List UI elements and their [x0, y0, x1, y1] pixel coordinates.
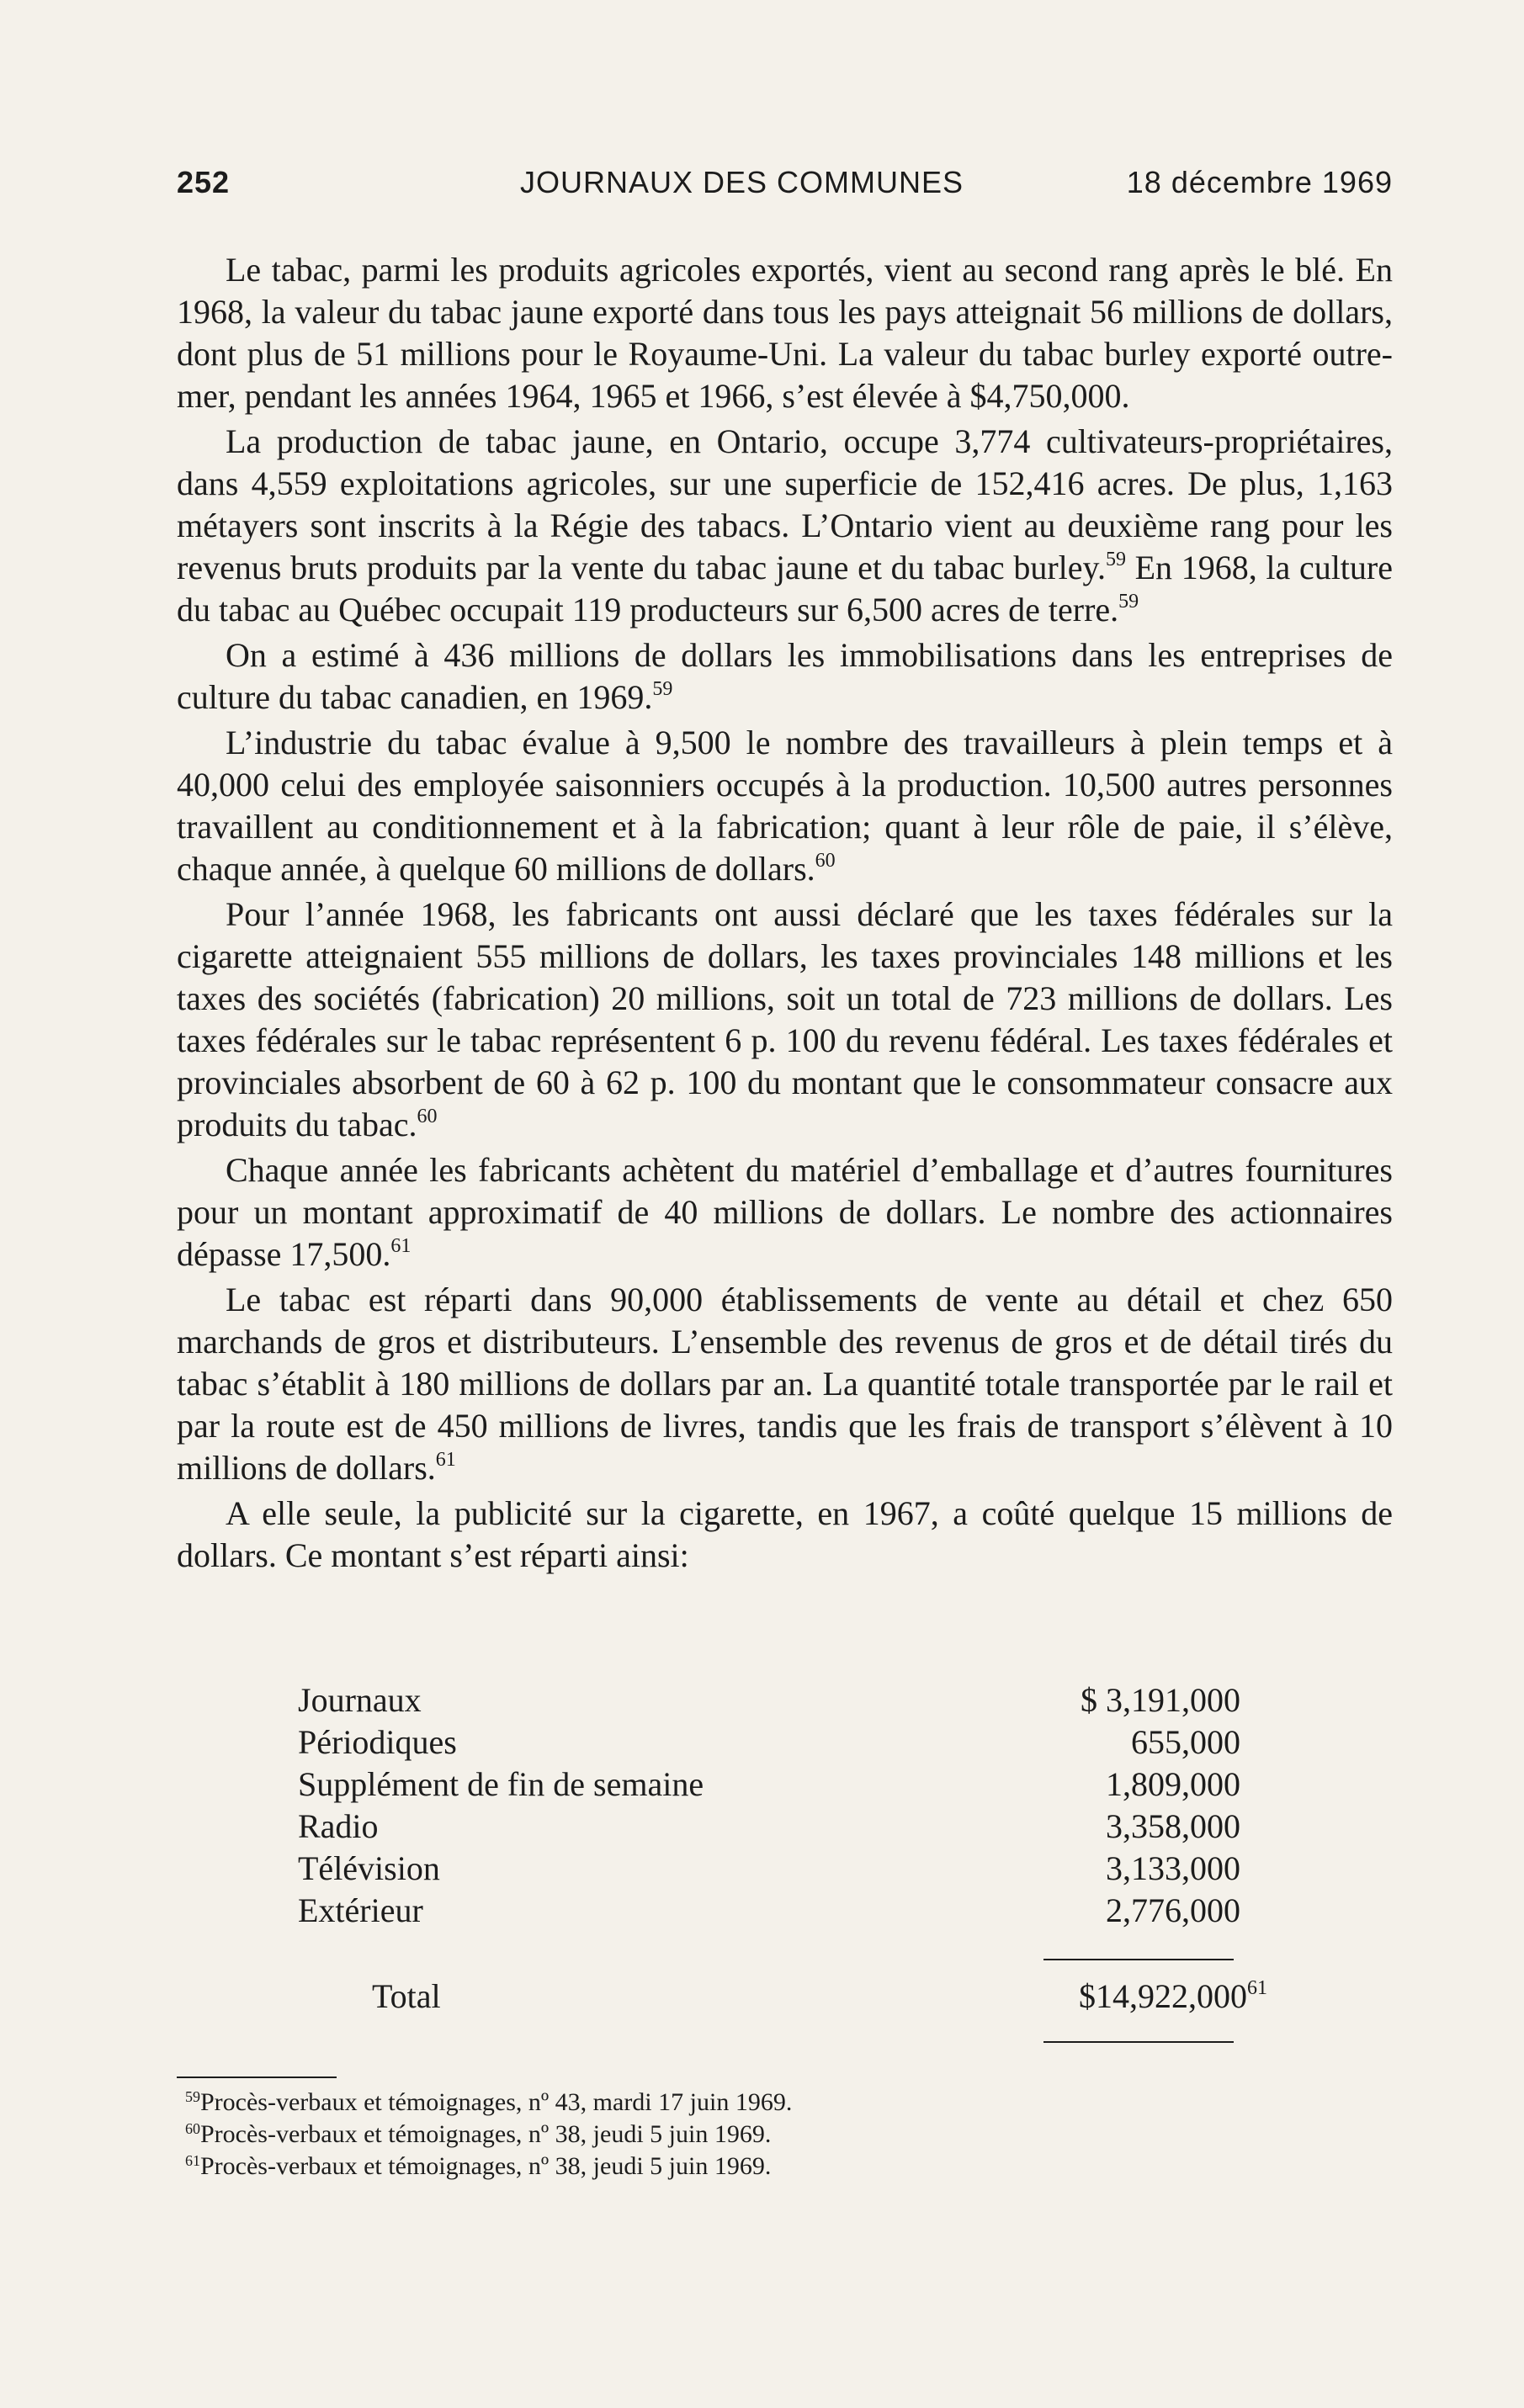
footnote-ref: 61: [435, 1449, 456, 1471]
row-label: Journaux: [298, 1681, 422, 1719]
footnote-ref: 59: [1118, 591, 1139, 613]
row-amount: $ 3,191,000: [1081, 1681, 1240, 1719]
table-row: [298, 1679, 1240, 1721]
page-header: [177, 165, 1393, 215]
paragraph: Pour l’année 1968, les fabricants ont aussi déclaré que les taxes fédérales sur la cigarette atteignaient 555 millions de dollars, les taxes provinciales 148 millions et les taxes des sociétés (fabrication) 20 millions, soit un total de 723 millions de dollars. Les taxes fédérales sur le tabac représentent 6 p. 100 du revenu fédéral. Les taxes fédérales et provinciales absorbent de 60 à 62 p. 100 du montant que le consommateur consacre aux produits du tabac.$^{60}$: [177, 895, 1393, 1143]
row-label: Périodiques: [298, 1723, 457, 1761]
footnote-ref: 59: [652, 678, 673, 700]
running-title: JOURNAUX DES COMMUNES: [520, 165, 964, 199]
sum-rule: [1043, 1959, 1234, 1960]
footnote-ref: 60: [417, 1106, 438, 1127]
footnote: $^{60}$Procès-verbaux et témoignages, nº 38, jeudi 5 juin 1969.: [185, 2120, 772, 2148]
table-row: [298, 1764, 1240, 1806]
total-amount: $14,922,000$^{61}$: [1079, 1977, 1267, 2015]
paragraph: L’industrie du tabac évalue à 9,500 le nombre des travailleurs à plein temps et à 40,000 celui des employée saisonniers occupés à la production. 10,500 autres personnes travaillent au conditionnement et à la fabrication; quant à leur rôle de paie, il s’élève, chaque année, à quelque 60 millions de dollars.$^{60}$: [177, 724, 1393, 888]
paragraph: On a estimé à 436 millions de dollars les immobilisations dans les entreprises de culture du tabac canadien, en 1969.59: [177, 636, 1393, 716]
footnote-ref: 59: [1105, 549, 1126, 570]
table-row: [298, 1890, 1240, 1932]
paragraph: A elle seule, la publicité sur la cigarette, en 1967, a coûté quelque 15 millions de dollars. Ce montant s’est réparti ainsi:: [177, 1494, 1393, 1574]
footnotes: [185, 2087, 1195, 2183]
total-label: Total: [372, 1977, 441, 2015]
footnote: $^{61}$Procès-verbaux et témoignages, nº 38, jeudi 5 juin 1969.: [185, 2152, 772, 2180]
row-amount: 3,133,000: [1106, 1849, 1240, 1887]
row-amount: 3,358,000: [1106, 1807, 1240, 1845]
page-number: 252: [177, 165, 231, 199]
row-label: Radio: [298, 1807, 379, 1845]
paragraph: La production de tabac jaune, en Ontario, occupe 3,774 cultivateurs-propriétaires, dans 4,559 exploitations agricoles, sur une superficie de 152,416 acres. De plus, 1,163 métayers sont inscrits à la Régie des tabacs. L’Ontario vient au deuxième rang pour les revenus bruts produits par la vente du tabac jaune et du tabac burley.$^{59}$ En 1968, la culture du tabac au Québec occupait 119 producteurs sur 6,500 acres de terre.$^{59}$: [177, 422, 1393, 629]
footnote-ref: 60: [815, 850, 836, 872]
table-row: [298, 1848, 1240, 1890]
row-label: Extérieur: [298, 1891, 423, 1929]
row-amount: 655,000: [1131, 1723, 1240, 1761]
row-amount: 2,776,000: [1106, 1891, 1240, 1929]
row-label: Télévision: [298, 1849, 440, 1887]
advertising-table: [298, 1679, 1240, 1932]
paragraph: Le tabac est réparti dans 90,000 établissements de vente au détail et chez 650 marchands de gros et distributeurs. L’ensemble des revenus de gros et de détail tirés du tabac s’établit à 180 millions de dollars par an. La quantité totale transportée par le rail et par la route est de 450 millions de livres, tandis que les frais de transport s’élèvent à 10 millions de dollars.$^{61}$: [177, 1281, 1393, 1487]
footnote-ref: 61: [1247, 1977, 1267, 1999]
footnote-ref: 61: [390, 1235, 412, 1257]
table-row: [298, 1721, 1240, 1764]
footnote-separator: [177, 2077, 337, 2078]
row-amount: 1,809,000: [1106, 1765, 1240, 1803]
paragraph: Le tabac, parmi les produits agricoles exportés, vient au second rang après le blé. En 1968, la valeur du tabac jaune exporté dans tous les pays atteignait 56 millions de dollars, dont plus de 51 millions pour le Royaume-Uni. La valeur du tabac burley exporté outre-mer, pendant les années 1964, 1965 et 1966, s’est élevée à $4,750,000.: [177, 251, 1393, 415]
row-label: Supplément de fin de semaine: [298, 1765, 704, 1803]
total-underline: [1043, 2041, 1234, 2043]
table-row: [298, 1806, 1240, 1848]
body-text: [177, 249, 1393, 1580]
paragraph: Chaque année les fabricants achètent du matériel d’emballage et d’autres fournitures pour un montant approximatif de 40 millions de dollars. Le nombre des actionnaires dépasse 17,500.61: [177, 1151, 1393, 1273]
footnote: $^{59}$Procès-verbaux et témoignages, nº 43, mardi 17 juin 1969.: [185, 2088, 793, 2116]
header-date: 18 décembre 1969: [1126, 165, 1393, 199]
table-total-row: [298, 1976, 1267, 2018]
